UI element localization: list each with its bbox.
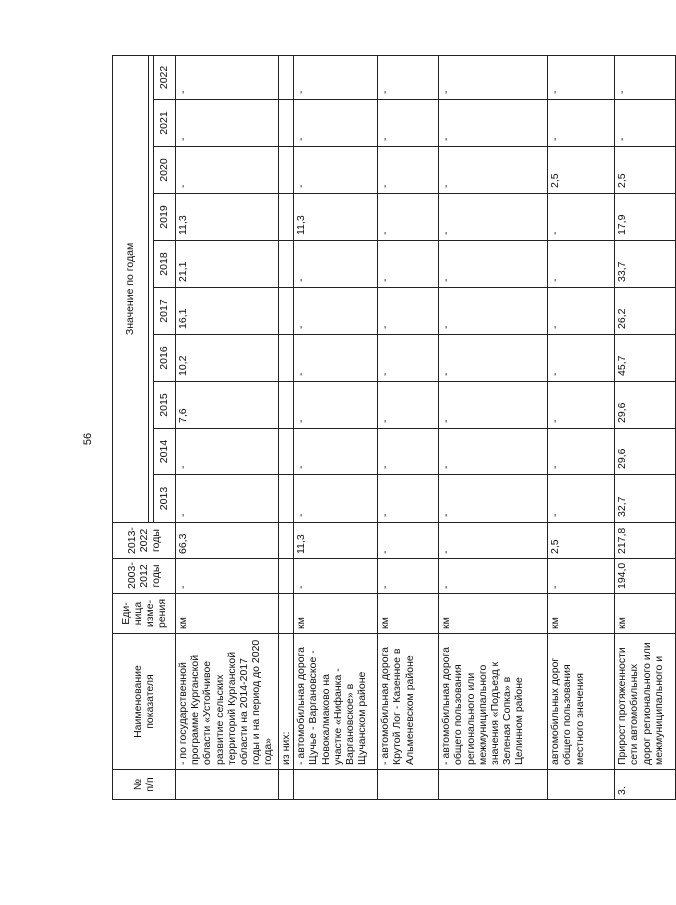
row-name: - автомобильная дорога Крутой Лог - Казенное в Альменевском районе: [378, 634, 439, 770]
year-value-2017: [279, 288, 294, 335]
year-value-2019: 11,3: [294, 194, 378, 241]
year-value-2016: 10,2: [176, 335, 279, 382]
header-by-years: Значение по годам: [113, 55, 149, 522]
year-header: 2017: [154, 288, 176, 335]
year-value-2020: 2,5: [548, 147, 615, 194]
page-number: 56: [82, 432, 94, 446]
row-period1: [279, 559, 294, 594]
year-header: 2022: [154, 55, 176, 99]
year-value-2013: -: [378, 475, 439, 523]
year-value-2015: -: [439, 382, 548, 429]
row-period2: -: [378, 523, 439, 559]
row-period1: -: [439, 559, 548, 594]
row-unit: км: [378, 594, 439, 634]
year-value-2014: -: [439, 429, 548, 475]
header-unit: Еди-ница изме-рения: [113, 594, 176, 634]
year-value-2020: -: [176, 147, 279, 194]
year-value-2016: -: [378, 335, 439, 382]
year-value-2016: [279, 335, 294, 382]
year-value-2020: 2,5: [615, 147, 676, 194]
row-name: - автомобильная дорога Щучье - Варгановское - Новокалмаково на участке «Нифанка - Варгановское» в Щучанском районе: [294, 634, 378, 770]
year-value-2015: [279, 382, 294, 429]
year-header: 2020: [154, 147, 176, 194]
year-value-2021: -: [378, 100, 439, 147]
year-value-2021: -: [294, 100, 378, 147]
row-unit: км: [615, 594, 676, 634]
year-value-2018: -: [439, 241, 548, 288]
year-value-2022: -: [294, 55, 378, 99]
row-num: 3.: [615, 770, 676, 800]
year-value-2019: -: [439, 194, 548, 241]
row-num: [176, 770, 279, 800]
year-value-2018: [279, 241, 294, 288]
year-value-2018: 21,1: [176, 241, 279, 288]
year-value-2015: -: [548, 382, 615, 429]
year-value-2017: -: [439, 288, 548, 335]
year-value-2021: -: [615, 100, 676, 147]
year-value-2019: -: [378, 194, 439, 241]
table-row: [378, 55, 439, 799]
year-value-2019: 11,3: [176, 194, 279, 241]
year-value-2013: -: [439, 475, 548, 523]
row-unit: км: [439, 594, 548, 634]
year-value-2018: 33,7: [615, 241, 676, 288]
year-value-2013: 32,7: [615, 475, 676, 523]
year-value-2019: 17,9: [615, 194, 676, 241]
year-value-2018: -: [548, 241, 615, 288]
table-body: [176, 55, 676, 799]
header-name: Наименование показателя: [113, 634, 176, 770]
year-value-2014: -: [176, 429, 279, 475]
row-num: [294, 770, 378, 800]
year-value-2017: -: [378, 288, 439, 335]
year-value-2021: -: [548, 100, 615, 147]
row-period1: 194,0: [615, 559, 676, 594]
row-period1: -: [378, 559, 439, 594]
row-name: - по государственной программе Курганской области «Устойчивое развитие сельских территорий Курганской области на 2014-2017 годы и на период до 2020 года»: [176, 634, 279, 770]
row-unit: [279, 594, 294, 634]
year-value-2013: -: [176, 475, 279, 523]
year-value-2014: [279, 429, 294, 475]
year-value-2016: -: [548, 335, 615, 382]
year-value-2020: -: [294, 147, 378, 194]
year-value-2021: -: [439, 100, 548, 147]
table-row: [548, 55, 615, 799]
row-unit: км: [176, 594, 279, 634]
year-header: 2016: [154, 335, 176, 382]
year-value-2017: 16,1: [176, 288, 279, 335]
row-num: [279, 770, 294, 800]
row-period1: -: [294, 559, 378, 594]
row-num: [439, 770, 548, 800]
indicators-table: [112, 55, 676, 800]
year-value-2013: -: [548, 475, 615, 523]
header-num: № п/п: [113, 770, 176, 800]
header-period1: 2003-2012 годы: [113, 559, 176, 594]
year-value-2014: -: [378, 429, 439, 475]
row-unit: км: [548, 594, 615, 634]
header-period2: 2013-2022 годы: [113, 523, 176, 559]
year-value-2017: -: [294, 288, 378, 335]
year-value-2022: -: [378, 55, 439, 99]
year-value-2014: -: [294, 429, 378, 475]
row-num: [378, 770, 439, 800]
year-value-2017: -: [548, 288, 615, 335]
year-value-2022: -: [548, 55, 615, 99]
row-unit: км: [294, 594, 378, 634]
table-row: [439, 55, 548, 799]
row-name: автомобильных дорог общего пользования местного значения: [548, 634, 615, 770]
row-period1: -: [176, 559, 279, 594]
year-value-2020: [279, 147, 294, 194]
row-num: [548, 770, 615, 800]
year-value-2017: 26,2: [615, 288, 676, 335]
year-value-2021: [279, 100, 294, 147]
year-value-2021: -: [176, 100, 279, 147]
year-value-2014: -: [548, 429, 615, 475]
year-value-2015: 7,6: [176, 382, 279, 429]
year-header: 2014: [154, 429, 176, 475]
year-value-2015: 29,6: [615, 382, 676, 429]
year-header: 2015: [154, 382, 176, 429]
row-period2: 2,5: [548, 523, 615, 559]
year-value-2022: -: [615, 55, 676, 99]
year-value-2018: -: [378, 241, 439, 288]
year-value-2013: [279, 475, 294, 523]
year-value-2019: -: [548, 194, 615, 241]
year-value-2015: -: [378, 382, 439, 429]
table-row: [176, 55, 279, 799]
row-period1: -: [548, 559, 615, 594]
year-header: 2018: [154, 241, 176, 288]
year-value-2022: -: [176, 55, 279, 99]
year-value-2016: 45,7: [615, 335, 676, 382]
row-period2: 11,3: [294, 523, 378, 559]
rotated-table-wrapper: [112, 55, 665, 800]
year-value-2014: 29,6: [615, 429, 676, 475]
year-header: 2019: [154, 194, 176, 241]
table-row: [615, 55, 676, 799]
year-value-2022: [279, 55, 294, 99]
year-value-2016: -: [439, 335, 548, 382]
year-value-2016: -: [294, 335, 378, 382]
row-period2: 217,8: [615, 523, 676, 559]
row-name: из них:: [279, 634, 294, 770]
year-value-2013: -: [294, 475, 378, 523]
year-value-2020: -: [439, 147, 548, 194]
row-period2: [279, 523, 294, 559]
table-row: [279, 55, 294, 799]
row-name: - автомобильная дорога общего пользования регионального или межмуниципального значения «Подъезд к Зеленая Сопка» в Целинном районе: [439, 634, 548, 770]
table-row: [294, 55, 378, 799]
year-value-2020: -: [378, 147, 439, 194]
row-name: Прирост протяженности сети автомобильных дорог регионального или межмуниципального и: [615, 634, 676, 770]
year-header: 2013: [154, 475, 176, 523]
year-value-2015: -: [294, 382, 378, 429]
row-period2: -: [439, 523, 548, 559]
year-value-2018: -: [294, 241, 378, 288]
year-value-2022: -: [439, 55, 548, 99]
year-value-2019: [279, 194, 294, 241]
year-header: 2021: [154, 100, 176, 147]
row-period2: 66,3: [176, 523, 279, 559]
